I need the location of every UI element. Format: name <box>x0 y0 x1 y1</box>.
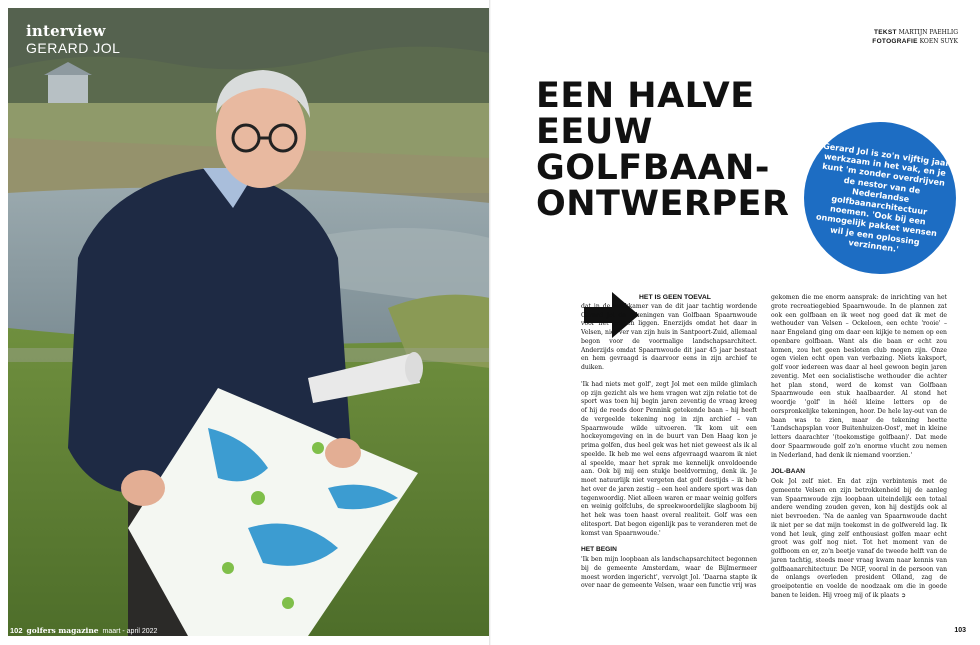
issue-date: maart - april 2022 <box>102 628 158 635</box>
lead-line <box>581 294 757 303</box>
headline-line-1: EEN HALVE EEUW <box>536 76 755 152</box>
magazine-name: golfers magazine <box>26 626 99 635</box>
continue-icon: ➲ <box>900 591 906 599</box>
interviewee-name: GERARD JOL <box>26 40 121 56</box>
paragraph-5-text: Ook Jol zelf niet. En dat zijn verbintenis met de gemeente Velsen en zijn betrokkenheid bij de aanleg van Spaarnwoude zijn loopbaan uiteindelijk een totaal andere wending zouden geven, kon hij destijds ook al niet bevroeden. 'Na de aanleg van Spaarnwoude dacht ik niet per se dat mijn toekomst in de golfwereld lag. Ik vond het leuk, ging zelf enthousiast golfen maar echt groot was golf nog niet. Tot het moment van de golfboom en er, zo'n beetje vanaf de tweede helft van de jaren tachtig, steeds meer vraag kwam naar kennis van golfbaanarchitectuur. De NGF, vooral in de persoon van de onlangs overleden president Olland, zag de groeipotentie en voelde de noodzaak om die in goede banen te leiden. Hij vroeg mij of ik plaats <box>771 478 947 599</box>
lead-in: HET IS GEEN TOEVAL <box>639 294 711 301</box>
paragraph-4: gekomen die me enorm aansprak: de inrichting van het grote recreatiegebied Spaarnwoude. In de plannen zat ook een golfbaan en ik weet nog goed dat ik met de wethouder van Velsen – Ockeloen, een echte 'rooie' – naar Engeland ging om daar een kijkje te nemen op een openbare golfbaan. Want als die baan er echt zou komen, zou het geen besloten club mogen zijn. Onze ogen vielen echt open van verbazing. Niets kaksport, golf voor iedereen was daar al heel gewoon begin jaren zeventig. Met een socialistische wethouder die achter het plan stond, werd de komst van Golfbaan Spaarnwoude een stuk haalbaarder. Al stond het woordje 'golf' in héél kleine letters op de oorspronkelijke tekeningen, hoor. De hele lay-out van de baan was te zien, maar de tekening heette 'Landschapsplan voor Buitenhuizen-Oost', met in kleine letters daarachter '(toekomstige golfbaan)'. Dat mede door Spaarnwoude golf zo'n enorme vlucht zou nemen in Nederland, had denk ik niemand voorzien.' <box>771 294 947 459</box>
headline <box>536 78 836 222</box>
credit-text-label: TEKST <box>873 29 897 36</box>
credit-photo-name: KOEN SUYK <box>919 38 958 45</box>
credits <box>872 28 958 46</box>
cover-photo <box>8 8 490 636</box>
paragraph-2: 'Ik had niets met golf', zegt Jol met een milde glimlach op zijn gezicht als we hem vragen wat zijn relatie tot de sport was toen hij begin jaren zeventig de vraag kreeg of hij de reeds door Pennink getekende baan – hij heeft de vergeelde tekening nog in zijn archief – van Spaarnwoude wilde uitvoeren. 'Ik kom uit een hockeyomgeving en in de buurt van Den Haag kon je prima golfen, dus heel gek was het niet geweest als ik al speelde. Ik heb me wel eens afgevraagd waarom ik niet al speelde, maar het sprak me kennelijk onvoldoende aan. Ook bij mij een stukje beeldvorming, denk ik. Je moet natuurlijk niet vergeten dat golf destijds – ik heb het over de jaren zestig – een heel andere sport was dan tegenwoordig. Niet alleen waren er maar weinig golfers en weinig golfclubs, de spreekwoordelijke slagboom bij het hek was toen haast overal realiteit. Golf was een elitesport. Dat begon eigenlijk pas te veranderen met de komst van Spaarnwoude.' <box>581 380 757 537</box>
headline-line-3: ONTWERPER <box>536 184 790 224</box>
credit-text-name: MARTIJN PAEHLIG <box>898 29 958 36</box>
subheading-jol-baan: JOL-BAAN <box>771 468 806 476</box>
paragraph-1-text: dat in de werkkamer van de dit jaar tachtig wordende Gerard Jol de tekeningen van Golfbaan Spaarnwoude voor het grijpen liggen. Enerzijds omdat het daar in Velsen, niet ver van zijn huis in Santpoort-Zuid, allemaal begon voor de voormalige landschapsarchitect. Anderzijds omdat Spaarnwoude dit jaar 45 jaar bestaat en hem gevraagd is daarvoor eens in zijn archief te duiken. <box>581 302 757 371</box>
paragraph-5 <box>771 478 947 601</box>
section-kicker: interview <box>26 22 106 40</box>
headline-line-2: GOLFBAAN- <box>536 148 770 188</box>
left-folio <box>10 626 157 635</box>
credit-photo-label: FOTOGRAFIE <box>872 38 918 45</box>
paragraph-3: 'Ik ben mijn loopbaan als landschapsarchitect begonnen bij de gemeente Amsterdam, waar de Bijlmermeer moest worden ingericht', vervolgt Jol. 'Daarna stapte ik over naar de gemeente Velsen, waar een functie vrij was <box>581 556 757 590</box>
page-number-left: 102 <box>10 626 23 635</box>
subheading-het-begin: HET BEGIN <box>581 546 617 554</box>
article-column-1 <box>581 294 757 599</box>
paragraph-1 <box>581 294 757 373</box>
right-page <box>491 0 980 645</box>
article-column-2 <box>771 294 947 609</box>
intro-text: Gerard Jol is zo'n vijftig jaar werkzaam in het vak, en je kunt 'm zonder overdrijven de nestor van de Nederlandse golfbaanarchitectuur noemen. 'Ook bij een onmogelijk pakket wensen wil je een oplossing verzinnen.' <box>815 140 951 254</box>
intro-circle <box>804 122 956 274</box>
page-number-right: 103 <box>954 627 966 634</box>
